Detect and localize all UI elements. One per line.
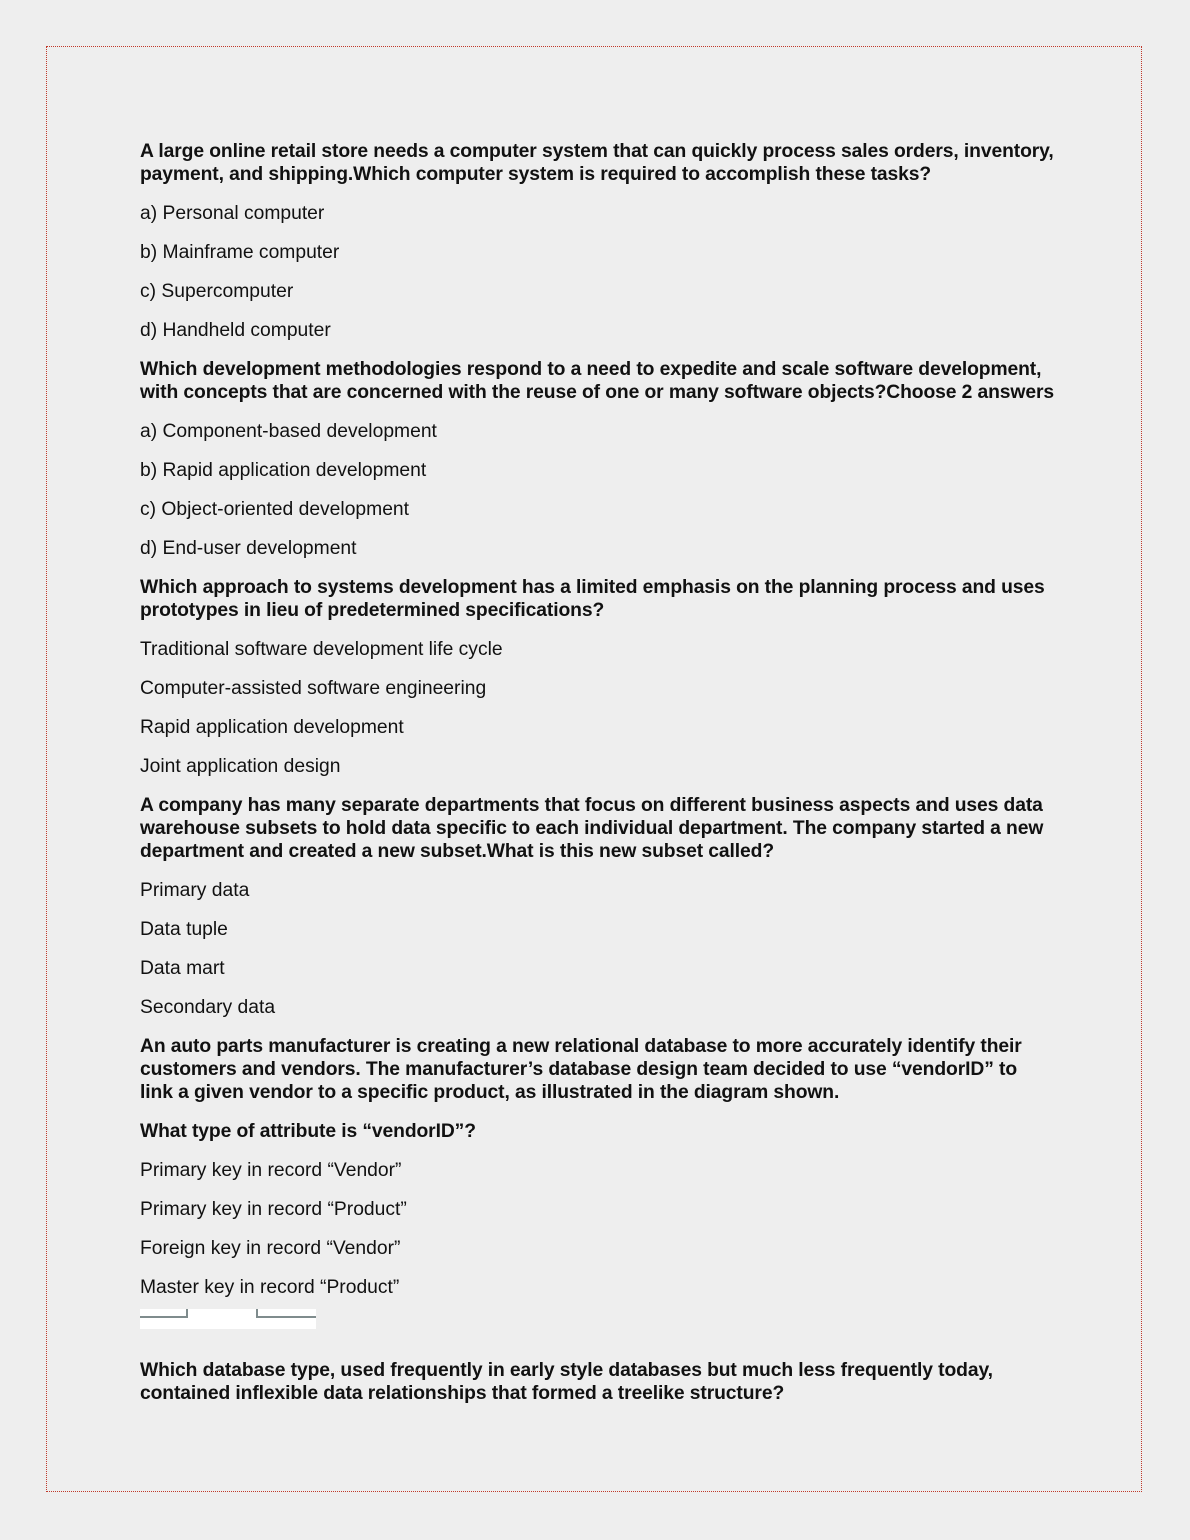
question-block: [140, 1359, 1055, 1405]
question-block: [140, 1035, 1055, 1329]
question-3-option-1: Traditional software development life cycle: [140, 639, 503, 660]
question-2-text: Which development methodologies respond to a need to expedite and scale software development, with concepts that are concerned with the reuse of one or many software objects?Choose 2 answers: [140, 359, 1054, 403]
question-1-option-b: b) Mainframe computer: [140, 242, 340, 263]
question-1-option-c: c) Supercomputer: [140, 281, 294, 302]
question-block: [140, 358, 1055, 560]
question-3-option-2: Computer-assisted software engineering: [140, 678, 487, 699]
question-3-text: Which approach to systems development has a limited emphasis on the planning process and uses prototypes in lieu of predetermined specifications?: [140, 577, 1045, 621]
question-4-option-1: Primary data: [140, 880, 250, 901]
question-1-text: A large online retail store needs a computer system that can quickly process sales orders, inventory, payment, and shipping.Which computer system is required to accomplish these tasks?: [140, 141, 1054, 185]
diagram-connector-left: [140, 1309, 188, 1318]
question-5-text: An auto parts manufacturer is creating a new relational database to more accurately identify their customers and vendors. The manufacturer’s database design team decided to use “vendorID” to link a given vendor to a specific product, as illustrated in the diagram shown.: [140, 1036, 1022, 1103]
question-5-subtext: What type of attribute is “vendorID”?: [140, 1121, 476, 1142]
question-5-option-4: Master key in record “Product”: [140, 1277, 400, 1298]
document-body: [140, 140, 1055, 1421]
question-5-option-1: Primary key in record “Vendor”: [140, 1160, 402, 1181]
question-3-option-4: Joint application design: [140, 756, 341, 777]
question-4-option-2: Data tuple: [140, 919, 228, 940]
question-2-option-c: c) Object-oriented development: [140, 499, 410, 520]
question-4-option-3: Data mart: [140, 958, 225, 979]
question-block: [140, 794, 1055, 1019]
question-2-option-a: a) Component-based development: [140, 421, 437, 442]
question-4-option-4: Secondary data: [140, 997, 276, 1018]
question-2-option-d: d) End-user development: [140, 538, 357, 559]
question-5-option-3: Foreign key in record “Vendor”: [140, 1238, 401, 1259]
question-block: [140, 576, 1055, 778]
diagram-connector-right: [256, 1309, 316, 1318]
diagram-fragment: [140, 1309, 316, 1329]
question-3-option-3: Rapid application development: [140, 717, 404, 738]
question-1-option-d: d) Handheld computer: [140, 320, 331, 341]
question-4-text: A company has many separate departments that focus on different business aspects and uses data warehouse subsets to hold data specific to each individual department. The company started a new department and created a new subset.What is this new subset called?: [140, 795, 1044, 862]
question-6-text: Which database type, used frequently in early style databases but much less frequently today, contained inflexible data relationships that formed a treelike structure?: [140, 1360, 993, 1404]
question-2-option-b: b) Rapid application development: [140, 460, 427, 481]
question-1-option-a: a) Personal computer: [140, 203, 325, 224]
question-5-option-2: Primary key in record “Product”: [140, 1199, 407, 1220]
question-block: [140, 140, 1055, 342]
